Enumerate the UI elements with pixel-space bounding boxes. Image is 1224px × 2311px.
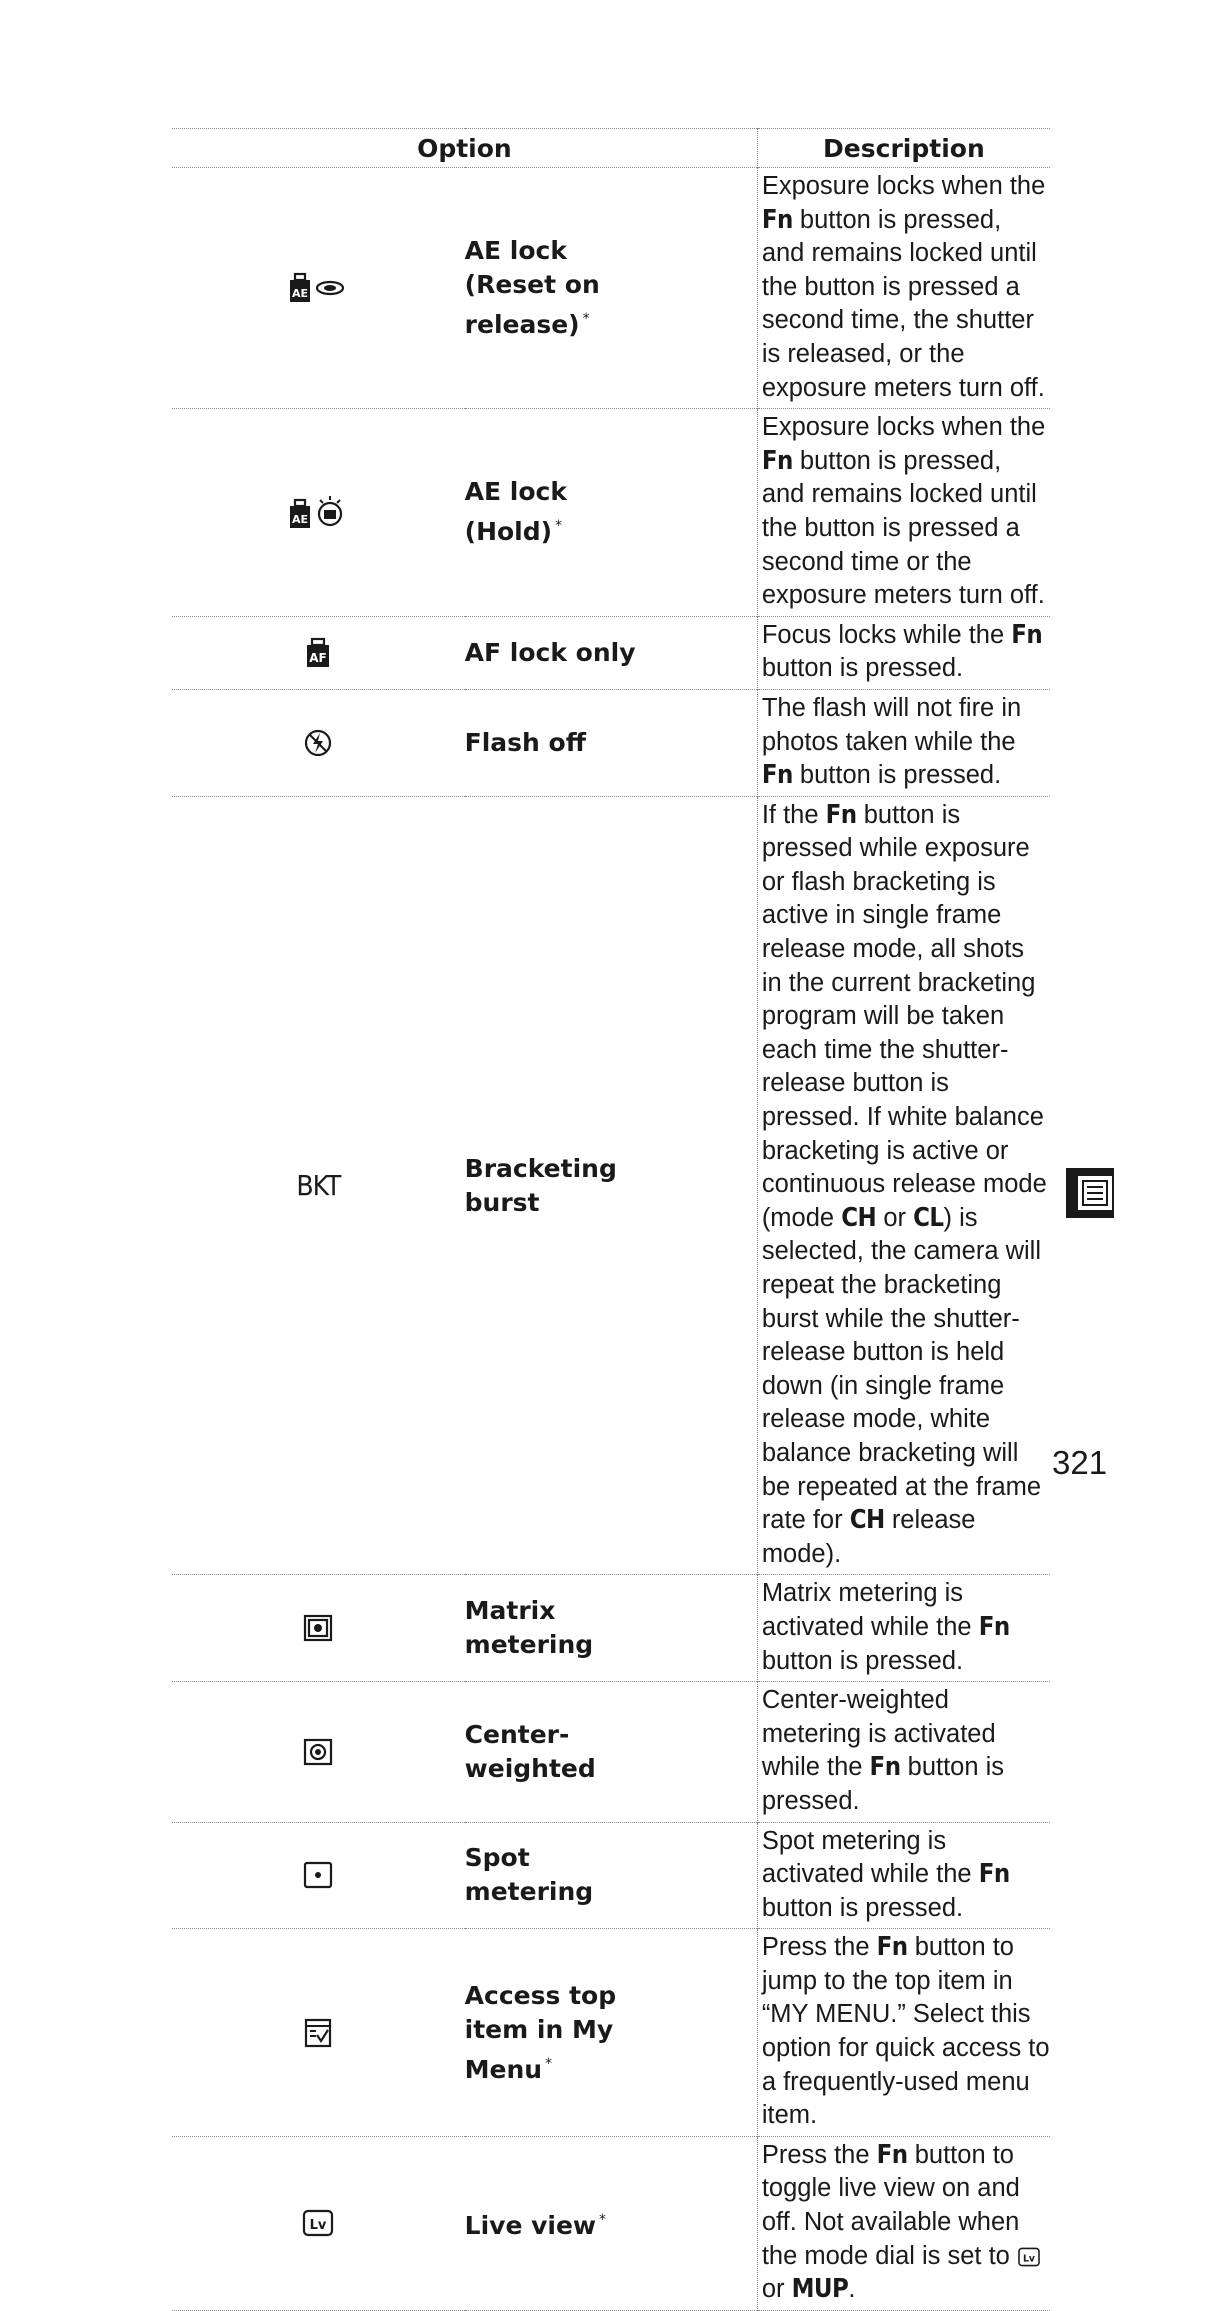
table-row [172,168,1050,409]
option-description: The flash will not fire in photos taken while the Fn button is pressed. [757,689,1050,796]
option-name: Live view * [464,2211,607,2241]
table-row [172,796,1050,1575]
option-name: Flash off [464,727,586,757]
option-description: Exposure locks when the Fn button is pressed, and remains locked until the button is pressed a second time, the shutter is released, or the exposure meters turn off. [757,168,1050,409]
option-description: If the Fn button is pressed while exposure or flash bracketing is active in single frame release mode, all shots in the current bracketing program will be taken each time the shutter-release button is pressed. If white balance bracketing is active or continuous release mode (mode CH or CL) is selected, the camera will repeat the bracketing burst while the shutter-release button is held down (in single frame release mode, white balance bracketing will be repeated at the frame rate for CH release mode). [757,796,1050,1575]
options-table [172,128,1050,2311]
option-description: Press the Fn button to jump to the top item in “MY MENU.” Select this option for quick access to a frequently-used menu item. [757,1929,1050,2137]
svg-text:AF: AF [309,650,328,665]
svg-text:Lv: Lv [1022,2252,1035,2264]
center-weighted-icon [172,1682,465,1822]
option-description: Exposure locks when the Fn button is pressed, and remains locked until the button is pressed a second time or the exposure meters turn off. [757,409,1050,617]
live-view-inline-icon [1017,2242,1041,2270]
page-number: 321 [1052,1444,1108,1481]
option-column-header: Option [417,133,512,163]
svg-text:AE: AE [292,287,309,301]
description-column-header: Description [757,129,1050,168]
table-row [172,409,1050,617]
option-description: Center-weighted metering is activated while the Fn button is pressed. [757,1682,1050,1822]
matrix-metering-icon [172,1575,465,1682]
table-row [172,689,1050,796]
bkt-label: BKT [296,1169,341,1203]
bkt-icon [172,796,465,1575]
table-row [172,616,1050,689]
table-row [172,1682,1050,1822]
option-name: Spot metering [464,1843,594,1907]
spot-metering-icon [172,1822,465,1929]
option-name: AF lock only [464,637,636,667]
option-name: AE lock (Hold) * [464,477,567,547]
option-description: Matrix metering is activated while the Fn button is pressed. [757,1575,1050,1682]
table-row [172,2136,1050,2310]
option-name: AE lock (Reset on release) * [464,236,600,340]
my-menu-icon [172,1929,465,2137]
option-name: Matrix metering [464,1596,594,1660]
flash-off-icon [172,689,465,796]
option-description: Focus locks while the Fn button is pressed. [757,616,1050,689]
table-header-row [172,129,1050,168]
table-row [172,1822,1050,1929]
table-row [172,1929,1050,2137]
svg-text:AE: AE [292,513,309,527]
option-description: Press the Fn button to toggle live view on and off. Not available when the mode dial is set to Lv or MUP. [757,2136,1050,2310]
footnote-asterisk: * [545,2055,553,2072]
svg-text:Lv: Lv [309,2218,327,2234]
option-name: Access top item in My Menu * [464,1980,617,2084]
menu-tab-icon [1066,1168,1114,1223]
footnote-asterisk: * [599,2212,607,2229]
ae-lock-hold-icon [172,409,465,617]
option-description: Spot metering is activated while the Fn button is pressed. [757,1822,1050,1929]
af-lock-icon [172,616,465,689]
ae-lock-reset-icon [172,168,465,409]
table-row [172,1575,1050,1682]
option-name: Center- weighted [464,1719,596,1783]
option-name: Bracketing burst [464,1153,617,1217]
footnote-asterisk: * [555,518,563,535]
footnote-asterisk: * [582,311,590,328]
live-view-icon [172,2136,465,2310]
